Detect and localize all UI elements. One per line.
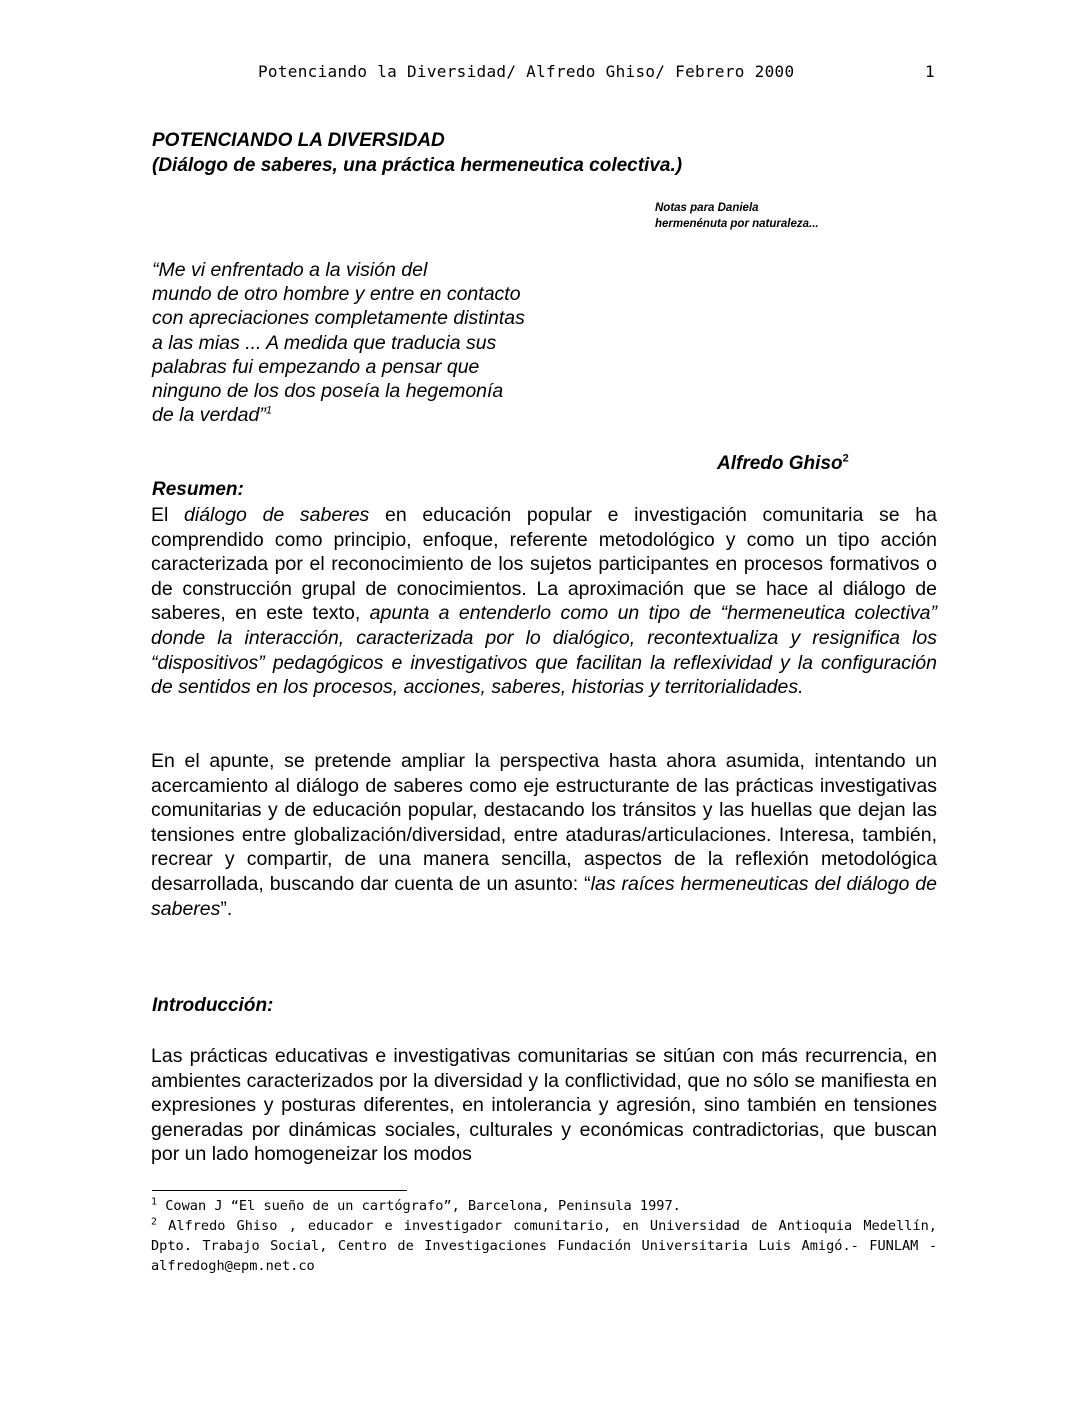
emphasis-text: diálogo de saberes [184,504,370,526]
footnote [151,1216,937,1276]
epigraph-line: ninguno de los dos poseía la hegemonía [152,380,504,403]
intro-paragraph: Las prácticas educativas e investigativas comunitarias se sitúan con más recurrencia, en ambientes caracterizados por la diversidad y la conflictividad, que no sólo se manifiesta en expresiones y posturas diferentes, en intolerancia y agresión, sino también en tensiones generadas por dinámicas sociales, culturales y económicas contradictorias, que buscan por un lado homogeneizar los modos [151,1045,937,1166]
epigraph-line: palabras fui empezando a pensar que [152,355,480,378]
title-line: POTENCIANDO LA DIVERSIDAD [152,130,445,151]
epigraph-line: a las mias ... A medida que traducia sus [152,331,497,354]
emphasis-text: las raíces hermeneuticas del diálogo de saberes [151,872,937,920]
subtitle-line: (Diálogo de saberes, una práctica hermeneutica colectiva.) [152,155,683,176]
epigraph-last-line: de la verdad” [152,404,266,427]
epigraph-line: “Me vi enfrentado a la visión del [152,259,428,281]
footnote-ref[interactable]: 2 [842,452,849,465]
text-run: El [151,504,185,526]
text-run: ”. [220,897,233,920]
footnote-ref[interactable]: 1 [265,404,272,417]
section-heading-resumen: Resumen: [152,479,244,500]
footnote-divider [152,1190,407,1191]
abstract-paragraph [151,749,937,921]
footnote-text: Cowan J “El sueño de un cartógrafo”, Barcelona, Peninsula 1997. [157,1198,681,1214]
footnote-text: Alfredo Ghiso , educador e investigador comunitario, en Universidad de Antioquia Medellín, Dpto. Trabajo Social, Centro de Investigaciones Fundación Universitaria Luis Amigó.- FUNLAM - alfredogh@epm.net.co [151,1218,937,1274]
footnote-marker: 2 [151,1216,158,1228]
dedication [655,200,819,232]
document-title [152,128,682,178]
footnote-marker: 1 [151,1196,158,1208]
epigraph [152,258,525,427]
author-text: Alfredo Ghiso [717,453,843,474]
author-name [717,453,849,475]
page-number: 1 [925,62,935,81]
dedication-line: Notas para Daniela [655,202,759,214]
text-run: en educación popular e investigación comunitaria se ha comprendido como principio, enfoque, referente metodológico y como un tipo acción caracterizada por el reconocimiento de los sujetos participantes en procesos formativos o de construcción grupal de conocimientos. La aproximación que se hace al diálogo de saberes, en este texto, [151,504,937,625]
epigraph-line: mundo de otro hombre y entre en contacto [152,283,521,306]
dedication-line: hermenénuta por naturaleza... [655,218,819,230]
abstract-paragraph [151,503,937,700]
section-heading-introduccion: Introducción: [152,995,274,1016]
epigraph-line [152,403,525,427]
epigraph-line: con apreciaciones completamente distintas [152,307,525,330]
running-header: Potenciando la Diversidad/ Alfredo Ghiso/ Febrero 2000 [258,62,795,81]
emphasis-text: apunta a entenderlo como un tipo de “hermeneutica colectiva” donde la interacción, caracterizada por lo dialógico, recontextualiza y resignifica los “dispositivos” pedagógicos e investigativos que facilitan la reflexividad y la configuración de sentidos en los procesos, acciones, saberes, historias y territorialidades. [151,602,938,699]
footnote [151,1196,937,1216]
text-run: En el apunte, se pretende ampliar la perspectiva hasta ahora asumida, intentando un acercamiento al diálogo de saberes como eje estructurante de las prácticas investigativas comunitarias y de educación popular, destacando los tránsitos y las huellas que dejan las tensiones entre globalización/diversidad, entre ataduras/articulaciones. Interesa, también, recrear y compartir, de una manera sencilla, aspectos de la reflexión metodológica desarrollada, buscando dar cuenta de un asunto: “ [151,750,937,895]
footnotes [151,1196,937,1276]
